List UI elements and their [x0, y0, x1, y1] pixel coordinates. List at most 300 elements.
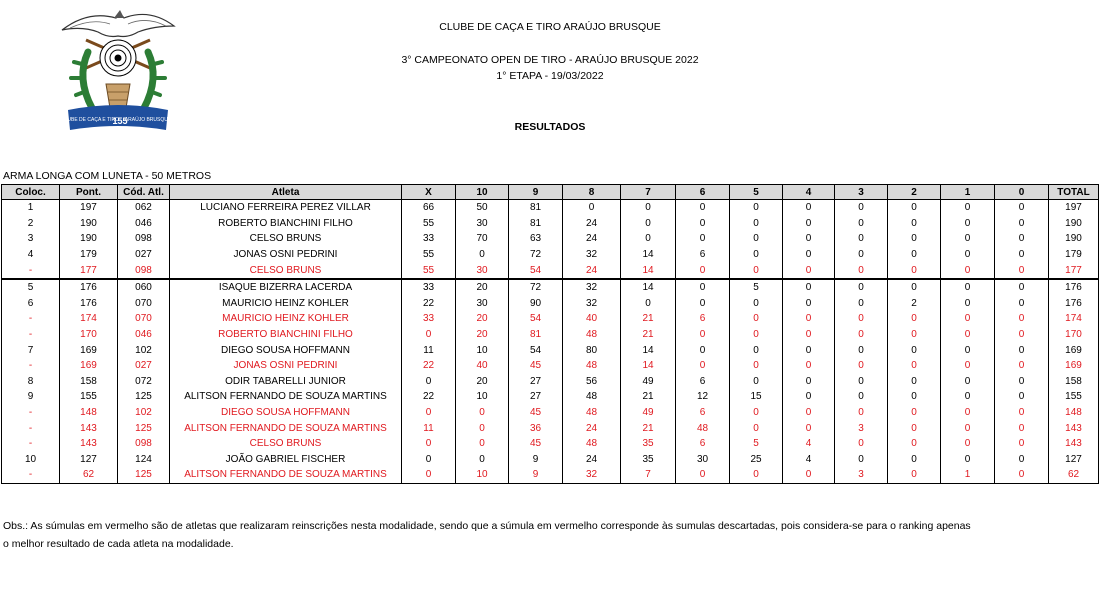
cell-x: 0	[402, 405, 456, 421]
club-name: CLUBE DE CAÇA E TIRO ARAÚJO BRUSQUE	[439, 21, 661, 33]
cell-pont: 158	[60, 374, 118, 390]
cell-atleta: ALITSON FERNANDO DE SOUZA MARTINS	[170, 467, 402, 483]
cell-s4: 0	[783, 420, 835, 436]
cell-pont: 176	[60, 279, 118, 296]
cell-s9: 9	[509, 452, 563, 468]
observation-note	[3, 517, 1083, 553]
cell-x: 22	[402, 358, 456, 374]
cell-s7: 14	[621, 358, 676, 374]
cell-cod: 070	[118, 296, 170, 312]
cell-s2: 0	[888, 262, 941, 279]
cell-pont: 170	[60, 327, 118, 343]
cell-s3: 0	[835, 200, 888, 216]
cell-s8: 48	[563, 405, 621, 421]
cell-s10: 30	[456, 216, 509, 232]
cell-s4: 0	[783, 216, 835, 232]
cell-s9: 45	[509, 358, 563, 374]
cell-x: 33	[402, 279, 456, 296]
cell-cod: 027	[118, 247, 170, 263]
cell-s5: 0	[730, 311, 783, 327]
cell-cod: 060	[118, 279, 170, 296]
table-row	[2, 420, 1099, 436]
cell-atleta: ODIR TABARELLI JUNIOR	[170, 374, 402, 390]
cell-s4: 4	[783, 436, 835, 452]
cell-s4: 0	[783, 389, 835, 405]
cell-total: 62	[1049, 467, 1099, 483]
col-header: X	[402, 185, 456, 200]
col-header: Atleta	[170, 185, 402, 200]
cell-s7: 7	[621, 467, 676, 483]
cell-x: 55	[402, 216, 456, 232]
cell-s9: 36	[509, 420, 563, 436]
table-header-row	[2, 185, 1099, 200]
cell-s7: 49	[621, 374, 676, 390]
club-logo	[58, 8, 178, 133]
cell-s6: 0	[676, 327, 730, 343]
cell-atleta: MAURICIO HEINZ KOHLER	[170, 296, 402, 312]
cell-x: 22	[402, 296, 456, 312]
cell-total: 143	[1049, 420, 1099, 436]
cell-pont: 169	[60, 342, 118, 358]
cell-s5: 0	[730, 296, 783, 312]
cell-atleta: JONAS OSNI PEDRINI	[170, 358, 402, 374]
cell-s6: 6	[676, 311, 730, 327]
cell-s10: 0	[456, 436, 509, 452]
cell-s2: 0	[888, 389, 941, 405]
svg-text:ARAÚJO BRUSQUE: ARAÚJO BRUSQUE	[124, 117, 172, 123]
cell-s7: 14	[621, 279, 676, 296]
cell-s3: 0	[835, 452, 888, 468]
cell-x: 66	[402, 200, 456, 216]
cell-coloc: 5	[2, 279, 60, 296]
cell-s8: 24	[563, 420, 621, 436]
cell-x: 22	[402, 389, 456, 405]
cell-s5: 0	[730, 374, 783, 390]
cell-s4: 0	[783, 467, 835, 483]
cell-atleta: DIEGO SOUSA HOFFMANN	[170, 405, 402, 421]
table-row	[2, 452, 1099, 468]
cell-s7: 14	[621, 262, 676, 279]
cell-s5: 5	[730, 279, 783, 296]
cell-s3: 0	[835, 247, 888, 263]
cell-s10: 0	[456, 247, 509, 263]
cell-cod: 125	[118, 420, 170, 436]
cell-s5: 0	[730, 216, 783, 232]
cell-s5: 0	[730, 342, 783, 358]
cell-coloc: 3	[2, 231, 60, 247]
cell-s0: 0	[995, 452, 1049, 468]
cell-s3: 3	[835, 467, 888, 483]
table-row	[2, 216, 1099, 232]
cell-cod: 046	[118, 327, 170, 343]
cell-s0: 0	[995, 358, 1049, 374]
cell-s8: 32	[563, 247, 621, 263]
cell-atleta: JOÃO GABRIEL FISCHER	[170, 452, 402, 468]
cell-s0: 0	[995, 467, 1049, 483]
cell-coloc: -	[2, 262, 60, 279]
cell-pont: 62	[60, 467, 118, 483]
cell-s6: 0	[676, 216, 730, 232]
cell-s9: 81	[509, 200, 563, 216]
cell-s7: 21	[621, 311, 676, 327]
table-row	[2, 327, 1099, 343]
cell-s10: 40	[456, 358, 509, 374]
cell-s2: 0	[888, 216, 941, 232]
cell-s3: 0	[835, 296, 888, 312]
cell-s2: 0	[888, 342, 941, 358]
cell-x: 0	[402, 467, 456, 483]
cell-s4: 0	[783, 405, 835, 421]
cell-total: 177	[1049, 262, 1099, 279]
cell-s10: 10	[456, 342, 509, 358]
cell-s0: 0	[995, 296, 1049, 312]
cell-s4: 0	[783, 200, 835, 216]
cell-s3: 0	[835, 216, 888, 232]
cell-s3: 0	[835, 374, 888, 390]
cell-s6: 0	[676, 358, 730, 374]
cell-s9: 81	[509, 216, 563, 232]
cell-s1: 0	[941, 262, 995, 279]
cell-s0: 0	[995, 231, 1049, 247]
cell-s9: 9	[509, 467, 563, 483]
cell-atleta: MAURICIO HEINZ KOHLER	[170, 311, 402, 327]
col-header: 1	[941, 185, 995, 200]
cell-s1: 0	[941, 311, 995, 327]
cell-s0: 0	[995, 405, 1049, 421]
table-row	[2, 436, 1099, 452]
cell-s10: 20	[456, 311, 509, 327]
cell-s9: 72	[509, 279, 563, 296]
cell-s8: 24	[563, 216, 621, 232]
table-row	[2, 231, 1099, 247]
cell-x: 11	[402, 420, 456, 436]
cell-s5: 5	[730, 436, 783, 452]
cell-s1: 0	[941, 405, 995, 421]
observation-line: o melhor resultado de cada atleta na modalidade.	[3, 538, 234, 550]
cell-s9: 81	[509, 327, 563, 343]
cell-s7: 14	[621, 247, 676, 263]
cell-s8: 56	[563, 374, 621, 390]
cell-s10: 50	[456, 200, 509, 216]
cell-s6: 0	[676, 296, 730, 312]
cell-s8: 32	[563, 279, 621, 296]
cell-s6: 0	[676, 231, 730, 247]
cell-s9: 54	[509, 342, 563, 358]
cell-atleta: ALITSON FERNANDO DE SOUZA MARTINS	[170, 389, 402, 405]
col-header: 6	[676, 185, 730, 200]
cell-total: 143	[1049, 436, 1099, 452]
cell-s7: 0	[621, 296, 676, 312]
cell-cod: 098	[118, 436, 170, 452]
cell-s0: 0	[995, 216, 1049, 232]
cell-pont: 155	[60, 389, 118, 405]
cell-s7: 21	[621, 389, 676, 405]
cell-coloc: -	[2, 467, 60, 483]
cell-x: 33	[402, 311, 456, 327]
cell-s7: 21	[621, 420, 676, 436]
cell-total: 176	[1049, 279, 1099, 296]
cell-total: 197	[1049, 200, 1099, 216]
cell-x: 33	[402, 231, 456, 247]
cell-s3: 0	[835, 327, 888, 343]
cell-s8: 40	[563, 311, 621, 327]
table-row	[2, 374, 1099, 390]
cell-s6: 0	[676, 262, 730, 279]
svg-text:CLUBE DE CAÇA E TIRO: CLUBE DE CAÇA E TIRO	[61, 117, 119, 123]
cell-atleta: LUCIANO FERREIRA PEREZ VILLAR	[170, 200, 402, 216]
cell-cod: 125	[118, 467, 170, 483]
cell-s2: 0	[888, 405, 941, 421]
cell-s10: 20	[456, 374, 509, 390]
cell-cod: 098	[118, 231, 170, 247]
cell-total: 169	[1049, 358, 1099, 374]
cell-s1: 0	[941, 200, 995, 216]
col-header: 9	[509, 185, 563, 200]
cell-s9: 63	[509, 231, 563, 247]
cell-s8: 24	[563, 231, 621, 247]
cell-pont: 143	[60, 420, 118, 436]
cell-s2: 0	[888, 200, 941, 216]
col-header: 4	[783, 185, 835, 200]
cell-s7: 0	[621, 231, 676, 247]
cell-s2: 0	[888, 467, 941, 483]
table-row	[2, 358, 1099, 374]
cell-total: 155	[1049, 389, 1099, 405]
col-header: 5	[730, 185, 783, 200]
cell-pont: 143	[60, 436, 118, 452]
cell-s2: 0	[888, 231, 941, 247]
cell-s6: 6	[676, 436, 730, 452]
cell-s4: 0	[783, 231, 835, 247]
cell-total: 127	[1049, 452, 1099, 468]
cell-s0: 0	[995, 247, 1049, 263]
svg-text:155: 155	[112, 116, 128, 126]
cell-s10: 10	[456, 467, 509, 483]
cell-s4: 0	[783, 358, 835, 374]
cell-pont: 176	[60, 296, 118, 312]
cell-s3: 0	[835, 279, 888, 296]
cell-s6: 6	[676, 247, 730, 263]
cell-pont: 190	[60, 231, 118, 247]
cell-total: 190	[1049, 216, 1099, 232]
cell-coloc: 2	[2, 216, 60, 232]
cell-x: 0	[402, 436, 456, 452]
col-header: 2	[888, 185, 941, 200]
stage-date: 1° ETAPA - 19/03/2022	[496, 70, 604, 82]
cell-s1: 0	[941, 342, 995, 358]
cell-pont: 169	[60, 358, 118, 374]
cell-total: 169	[1049, 342, 1099, 358]
cell-s7: 35	[621, 436, 676, 452]
cell-atleta: ISAQUE BIZERRA LACERDA	[170, 279, 402, 296]
cell-s10: 20	[456, 327, 509, 343]
cell-s7: 14	[621, 342, 676, 358]
cell-s3: 0	[835, 405, 888, 421]
cell-pont: 177	[60, 262, 118, 279]
cell-s7: 49	[621, 405, 676, 421]
cell-x: 0	[402, 327, 456, 343]
cell-s2: 0	[888, 374, 941, 390]
cell-s8: 24	[563, 452, 621, 468]
cell-s0: 0	[995, 311, 1049, 327]
table-row	[2, 342, 1099, 358]
cell-total: 148	[1049, 405, 1099, 421]
cell-total: 190	[1049, 231, 1099, 247]
cell-s8: 48	[563, 358, 621, 374]
cell-s3: 0	[835, 436, 888, 452]
cell-s1: 0	[941, 420, 995, 436]
cell-atleta: CELSO BRUNS	[170, 436, 402, 452]
observation-line: Obs.: As súmulas em vermelho são de atletas que realizaram reinscrições nesta modalidade, sendo que a súmula em vermelho corresponde às sumulas descartadas, pois considera-se para o ranking apenas	[3, 520, 971, 532]
col-header: 7	[621, 185, 676, 200]
cell-atleta: DIEGO SOUSA HOFFMANN	[170, 342, 402, 358]
cell-x: 0	[402, 374, 456, 390]
table-row	[2, 389, 1099, 405]
cell-total: 170	[1049, 327, 1099, 343]
cell-cod: 125	[118, 389, 170, 405]
table-row	[2, 279, 1099, 296]
table-row	[2, 405, 1099, 421]
cell-s8: 48	[563, 327, 621, 343]
table-row	[2, 247, 1099, 263]
cell-s6: 0	[676, 467, 730, 483]
cell-s7: 0	[621, 216, 676, 232]
cell-s10: 0	[456, 405, 509, 421]
cell-s7: 21	[621, 327, 676, 343]
cell-s3: 0	[835, 311, 888, 327]
cell-s2: 0	[888, 247, 941, 263]
cell-coloc: -	[2, 358, 60, 374]
cell-s0: 0	[995, 420, 1049, 436]
cell-pont: 179	[60, 247, 118, 263]
cell-total: 179	[1049, 247, 1099, 263]
cell-cod: 102	[118, 405, 170, 421]
cell-s9: 72	[509, 247, 563, 263]
cell-atleta: CELSO BRUNS	[170, 231, 402, 247]
cell-s5: 0	[730, 327, 783, 343]
cell-s2: 0	[888, 358, 941, 374]
cell-pont: 197	[60, 200, 118, 216]
cell-s6: 30	[676, 452, 730, 468]
cell-cod: 070	[118, 311, 170, 327]
championship-title: 3° CAMPEONATO OPEN DE TIRO - ARAÚJO BRUSQUE 2022	[401, 54, 699, 66]
section-title: ARMA LONGA COM LUNETA - 50 METROS	[3, 170, 212, 182]
cell-s0: 0	[995, 374, 1049, 390]
cell-s3: 0	[835, 389, 888, 405]
cell-s1: 0	[941, 231, 995, 247]
cell-s3: 3	[835, 420, 888, 436]
cell-s4: 4	[783, 452, 835, 468]
cell-pont: 174	[60, 311, 118, 327]
col-header: 3	[835, 185, 888, 200]
cell-s6: 0	[676, 342, 730, 358]
cell-cod: 027	[118, 358, 170, 374]
cell-s9: 27	[509, 389, 563, 405]
cell-s1: 0	[941, 247, 995, 263]
col-header: Cód. Atl.	[118, 185, 170, 200]
cell-s10: 70	[456, 231, 509, 247]
cell-coloc: 4	[2, 247, 60, 263]
col-header: 8	[563, 185, 621, 200]
cell-s9: 90	[509, 296, 563, 312]
cell-s1: 0	[941, 358, 995, 374]
cell-x: 55	[402, 247, 456, 263]
cell-s2: 0	[888, 420, 941, 436]
cell-s4: 0	[783, 374, 835, 390]
results-table	[1, 184, 1099, 484]
table-row	[2, 262, 1099, 279]
cell-atleta: CELSO BRUNS	[170, 262, 402, 279]
cell-s5: 0	[730, 420, 783, 436]
cell-s6: 6	[676, 405, 730, 421]
cell-coloc: 1	[2, 200, 60, 216]
cell-s9: 45	[509, 436, 563, 452]
cell-s1: 0	[941, 436, 995, 452]
cell-s8: 48	[563, 389, 621, 405]
col-header: 0	[995, 185, 1049, 200]
cell-s10: 0	[456, 420, 509, 436]
cell-coloc: -	[2, 405, 60, 421]
table-row	[2, 311, 1099, 327]
cell-s10: 20	[456, 279, 509, 296]
cell-total: 174	[1049, 311, 1099, 327]
cell-s3: 0	[835, 262, 888, 279]
cell-s6: 12	[676, 389, 730, 405]
cell-cod: 062	[118, 200, 170, 216]
cell-coloc: 9	[2, 389, 60, 405]
cell-s0: 0	[995, 279, 1049, 296]
cell-s3: 0	[835, 342, 888, 358]
cell-coloc: -	[2, 420, 60, 436]
cell-s7: 0	[621, 200, 676, 216]
col-header: TOTAL	[1049, 185, 1099, 200]
cell-s1: 0	[941, 327, 995, 343]
col-header: Coloc.	[2, 185, 60, 200]
cell-coloc: 7	[2, 342, 60, 358]
cell-x: 11	[402, 342, 456, 358]
table-row	[2, 467, 1099, 483]
cell-s3: 0	[835, 231, 888, 247]
cell-s4: 0	[783, 262, 835, 279]
cell-s8: 80	[563, 342, 621, 358]
cell-atleta: JONAS OSNI PEDRINI	[170, 247, 402, 263]
cell-s4: 0	[783, 247, 835, 263]
cell-s0: 0	[995, 436, 1049, 452]
cell-s2: 0	[888, 279, 941, 296]
cell-atleta: ROBERTO BIANCHINI FILHO	[170, 216, 402, 232]
col-header: 10	[456, 185, 509, 200]
cell-s3: 0	[835, 358, 888, 374]
cell-coloc: 8	[2, 374, 60, 390]
cell-s5: 25	[730, 452, 783, 468]
cell-s0: 0	[995, 389, 1049, 405]
cell-coloc: -	[2, 436, 60, 452]
cell-s5: 0	[730, 467, 783, 483]
cell-s6: 6	[676, 374, 730, 390]
cell-s5: 0	[730, 405, 783, 421]
cell-atleta: ROBERTO BIANCHINI FILHO	[170, 327, 402, 343]
cell-s2: 0	[888, 327, 941, 343]
cell-s5: 0	[730, 231, 783, 247]
cell-s4: 0	[783, 342, 835, 358]
cell-s1: 1	[941, 467, 995, 483]
cell-s5: 0	[730, 358, 783, 374]
cell-s10: 30	[456, 262, 509, 279]
cell-s2: 2	[888, 296, 941, 312]
cell-s4: 0	[783, 327, 835, 343]
cell-x: 55	[402, 262, 456, 279]
cell-s1: 0	[941, 279, 995, 296]
